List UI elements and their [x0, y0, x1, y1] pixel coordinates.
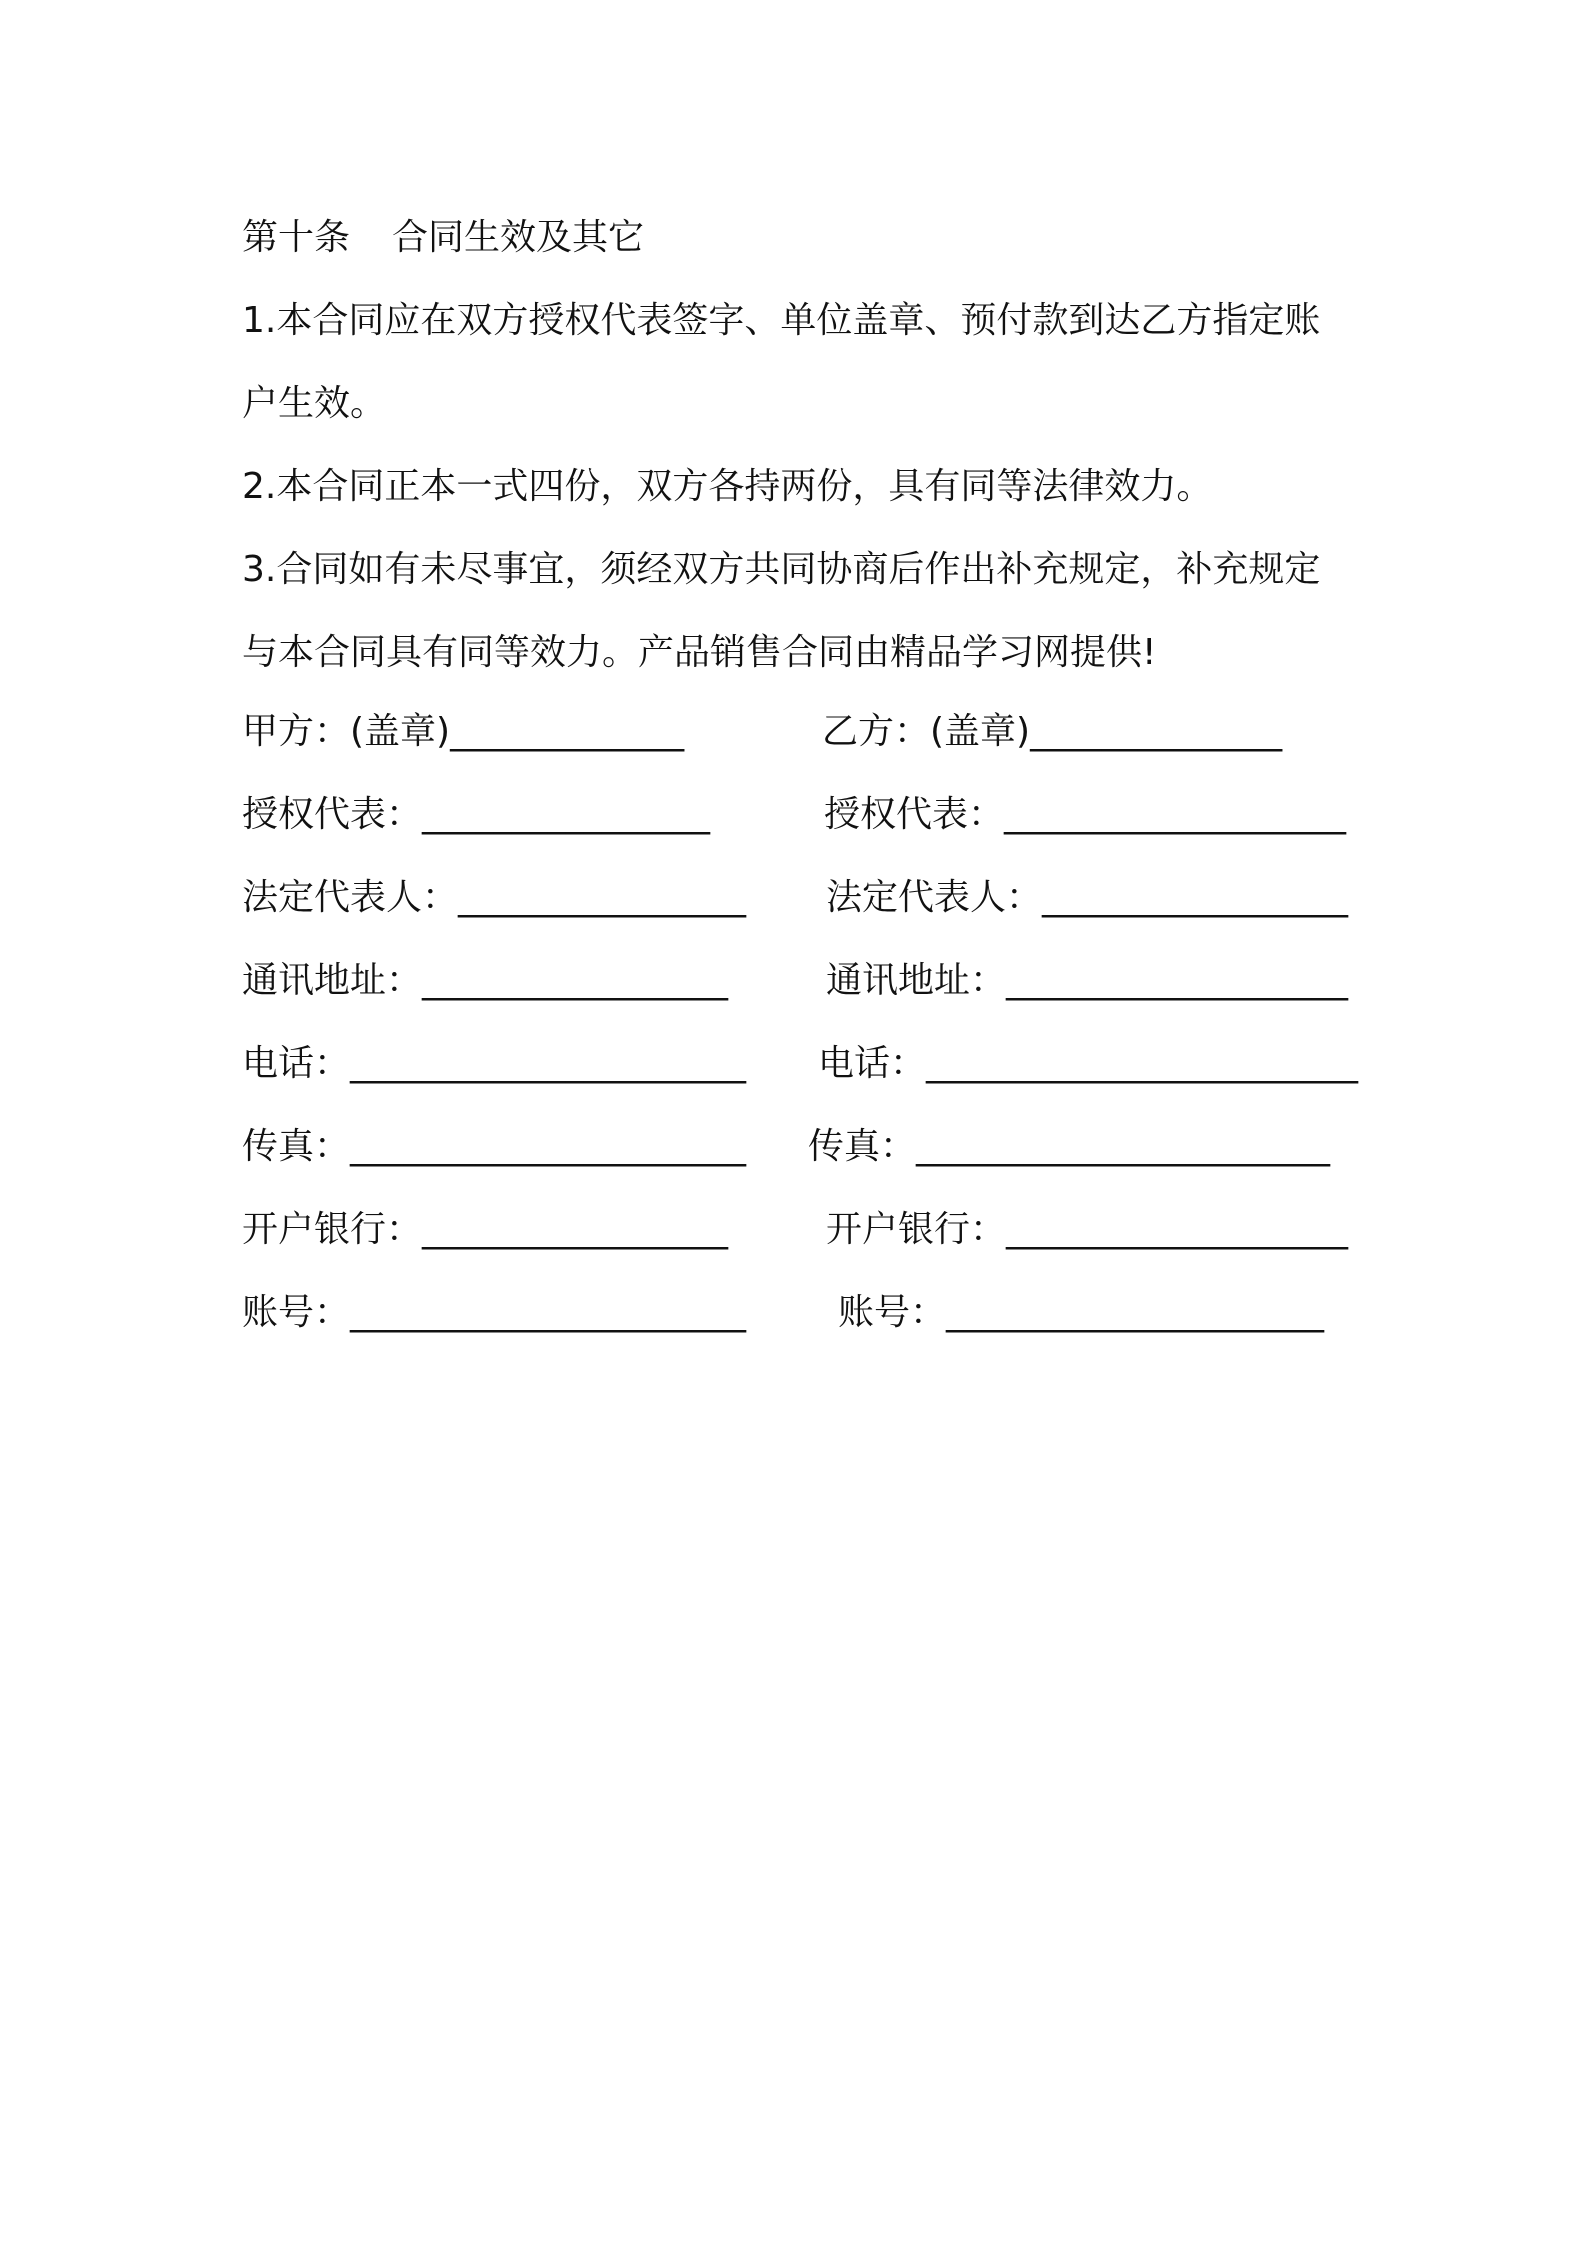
party-b-account-field: 账号：_____________________ — [838, 1292, 1325, 1333]
party-a-authorized-rep-field: 授权代表：________________ — [242, 794, 711, 835]
signature-row-account — [242, 1271, 1362, 1354]
article-title: 合同生效及其它 — [392, 217, 645, 258]
paragraph-line: 户生效。 — [242, 383, 387, 424]
signature-row-fax — [242, 1105, 1362, 1188]
party-a-legal-rep-field: 法定代表人：________________ — [242, 877, 747, 918]
party-a-fax-field: 传真：______________________ — [242, 1126, 747, 1167]
article-heading — [242, 196, 1362, 279]
party-b-legal-rep-field: 法定代表人：_________________ — [826, 877, 1349, 918]
party-b-seal-field: 乙方：(盖章)______________ — [822, 711, 1283, 752]
paragraph-line: 2.本合同正本一式四份，双方各持两份，具有同等法律效力。 — [242, 466, 1213, 507]
party-a-phone-field: 电话：______________________ — [242, 1043, 747, 1084]
party-b-authorized-rep-field: 授权代表：___________________ — [824, 794, 1347, 835]
party-b-fax-field: 传真：_______________________ — [808, 1126, 1331, 1167]
signature-row-bank — [242, 1188, 1362, 1271]
signature-row-party — [242, 690, 1362, 773]
signature-block — [242, 690, 1362, 1354]
paragraph-line: 3.合同如有未尽事宜，须经双方共同协商后作出补充规定，补充规定 — [242, 549, 1321, 590]
party-b-phone-field: 电话：________________________ — [818, 1043, 1359, 1084]
signature-row-authorized-rep — [242, 773, 1362, 856]
paragraph-line: 与本合同具有同等效力。产品销售合同由精品学习网提供! — [242, 632, 1157, 673]
party-a-address-field: 通讯地址：_________________ — [242, 960, 729, 1001]
signature-row-legal-rep — [242, 856, 1362, 939]
party-a-bank-field: 开户银行：_________________ — [242, 1209, 729, 1250]
signature-row-address — [242, 939, 1362, 1022]
paragraph-line: 1.本合同应在双方授权代表签字、单位盖章、预付款到达乙方指定账 — [242, 300, 1321, 341]
party-b-address-field: 通讯地址：___________________ — [826, 960, 1349, 1001]
signature-row-phone — [242, 1022, 1362, 1105]
party-a-seal-field: 甲方：(盖章)_____________ — [242, 711, 685, 752]
party-a-account-field: 账号：______________________ — [242, 1292, 747, 1333]
party-b-bank-field: 开户银行：___________________ — [826, 1209, 1349, 1250]
contract-text — [242, 196, 1362, 694]
article-number: 第十条 — [242, 217, 351, 258]
